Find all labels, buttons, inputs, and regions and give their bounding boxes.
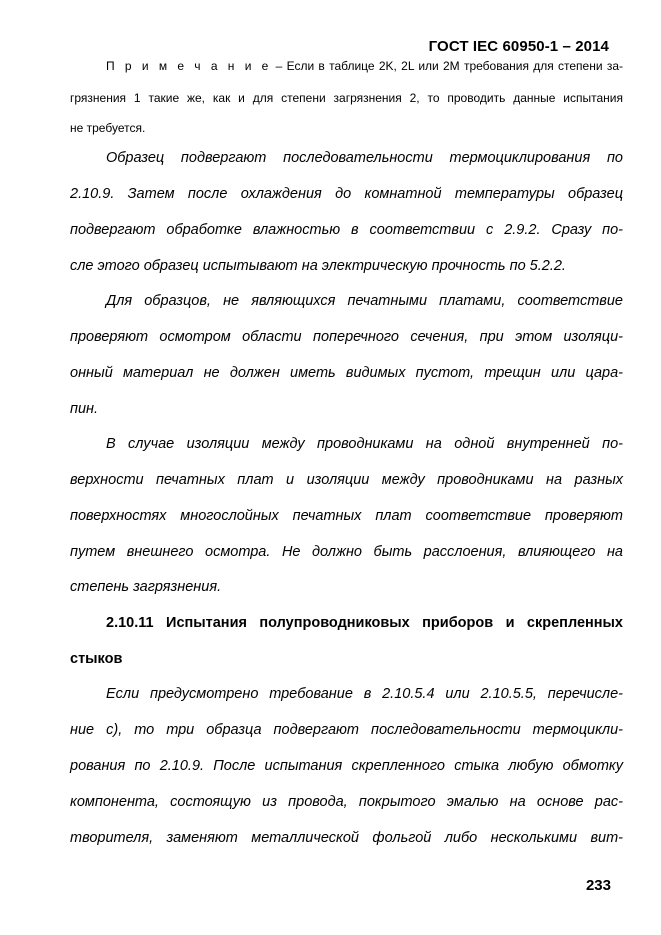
note-text-1: – Если в таблице 2K, 2L или 2M требования для степени за- [271, 59, 623, 73]
note-line-1 [106, 59, 623, 73]
para3-line: поверхностях многослойных печатных плат соответствие проверяют [70, 508, 623, 524]
note-label: П р и м е ч а н и е [106, 59, 272, 73]
para4-line: Если предусмотрено требование в 2.10.5.4 или 2.10.5.5, перечисле- [106, 686, 623, 702]
para2-line: Для образцов, не являющихся печатными платами, соответствие [106, 293, 623, 309]
para1-line: 2.10.9. Затем после охлаждения до комнатной температуры образец [70, 186, 623, 202]
para3-line: степень загрязнения. [70, 579, 222, 595]
para1-line: сле этого образец испытывают на электрическую прочность по 5.2.2. [70, 258, 566, 274]
para4-line: компонента, состоящую из провода, покрытого эмалью на основе рас- [70, 794, 623, 810]
para3-line: путем внешнего осмотра. Не должно быть расслоения, влияющего на [70, 544, 623, 560]
para3-line: В случае изоляции между проводниками на одной внутренней по- [106, 436, 623, 452]
para4-line: ние c), то три образца подвергают последовательности термоцикли- [70, 722, 623, 738]
para3-line: верхности печатных плат и изоляции между проводниками на разных [70, 472, 623, 488]
para2-line: проверяют осмотром области поперечного сечения, при этом изоляци- [70, 329, 623, 345]
para4-line: творителя, заменяют металлической фольгой либо несколькими вит- [70, 830, 623, 846]
para1-line: Образец подвергают последовательности термоциклирования по [106, 150, 623, 166]
page-number: 233 [585, 877, 611, 894]
section-heading: 2.10.11 Испытания полупроводниковых приборов и скрепленных [106, 615, 623, 631]
para1-line: подвергают обработке влажностью в соответствии с 2.9.2. Сразу по- [70, 222, 623, 238]
section-heading-cont: стыков [70, 651, 123, 667]
note-line-3: не требуется. [70, 121, 146, 135]
standard-header: ГОСТ IEC 60950-1 – 2014 [428, 38, 609, 55]
para2-line: пин. [70, 401, 99, 417]
note-line-2: грязнения 1 такие же, как и для степени загрязнения 2, то проводить данные испытания [70, 91, 623, 105]
para4-line: рования по 2.10.9. После испытания скрепленного стыка любую обмотку [70, 758, 623, 774]
para2-line: онный материал не должен иметь видимых пустот, трещин или цара- [70, 365, 623, 381]
